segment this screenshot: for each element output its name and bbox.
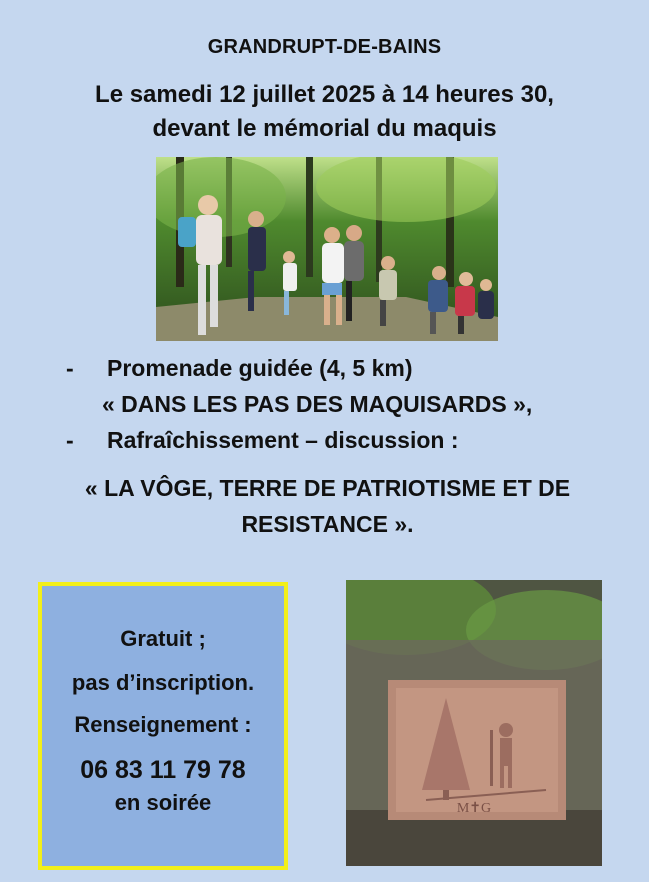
info-phone: 06 83 11 79 78	[80, 756, 246, 784]
hikers-photo	[156, 157, 498, 341]
town-name: GRANDRUPT-DE-BAINS	[207, 36, 442, 58]
activity-walk: Promenade guidée (4, 5 km)	[107, 355, 413, 381]
activity-walk-title: « DANS LES PAS DES MAQUISARDS »,	[102, 391, 533, 417]
discussion-title	[40, 470, 615, 542]
list-bullet: -	[66, 355, 74, 381]
info-contact-label: Renseignement :	[74, 712, 252, 737]
info-box	[38, 582, 288, 870]
info-no-registration: pas d’inscription.	[71, 670, 255, 695]
memorial-stone-photo	[346, 580, 602, 866]
list-bullet: -	[66, 427, 74, 453]
stone-inscription: M✝G	[456, 801, 492, 816]
info-evening: en soirée	[114, 790, 212, 815]
info-free: Gratuit ;	[120, 626, 206, 651]
discussion-title-line1: « LA VÔGE, TERRE DE PATRIOTISME ET DE	[84, 475, 571, 501]
event-place: devant le mémorial du maquis	[152, 115, 497, 142]
discussion-title-line2: RESISTANCE ».	[241, 511, 414, 537]
activity-discussion: Rafraîchissement – discussion :	[107, 427, 459, 453]
event-date: Le samedi 12 juillet 2025 à 14 heures 30,	[95, 81, 554, 108]
